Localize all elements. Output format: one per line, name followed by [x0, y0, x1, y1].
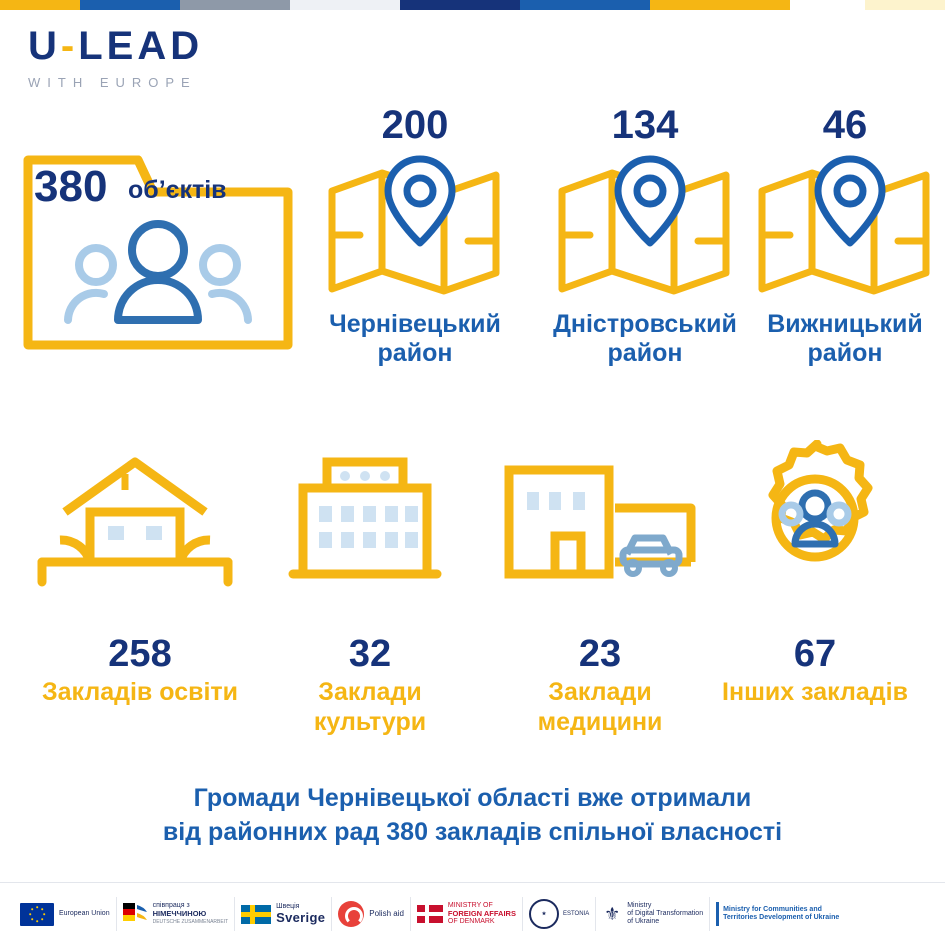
facility-label: Заклади медицини [537, 678, 663, 736]
donor-sub: Territories Development of Ukraine [723, 914, 840, 921]
district-stat-vyzhnytskyi [745, 105, 945, 368]
donor-label [627, 902, 703, 926]
caption-line-2: від районних рад 380 закладів спільної власності [162, 817, 783, 846]
donor-name: НІМЕЧЧИНОЮ [152, 908, 207, 918]
district-stat-dnistrovskyi [525, 105, 765, 368]
ulead-logo [28, 26, 288, 90]
facility-stat-medicine [500, 635, 700, 737]
logo-lead: LEAD [78, 24, 204, 68]
germany-ukraine-flag-icon [123, 903, 149, 925]
donor-label: European Union [59, 909, 110, 917]
facility-stat-education [40, 635, 240, 707]
donor-germany-giz [117, 892, 235, 936]
summary-label: об’єктів [128, 176, 227, 204]
donor-label: ESTONIA [562, 910, 590, 917]
donor-name: FOREIGN AFFAIRS [447, 908, 516, 918]
school-building-icon [30, 450, 240, 595]
donor-sub: DEUTSCHE ZUSAMMENARBEIT [152, 919, 229, 926]
facility-stat-other [715, 635, 915, 707]
eu-flag-icon [20, 903, 54, 926]
strip-segment-7 [650, 0, 790, 10]
donor-name: Sverige [276, 909, 326, 925]
district-name: Дністровський район [553, 310, 737, 367]
facility-label: Закладів освіти [41, 678, 239, 706]
facility-label: Інших закладів [722, 678, 908, 706]
strip-segment-2 [80, 0, 180, 10]
denmark-flag-icon [417, 905, 443, 923]
strip-segment-6 [520, 0, 650, 10]
ukraine-trident-icon: ⚜ [604, 903, 621, 924]
donor-estonia [523, 892, 595, 936]
donor-label [153, 902, 229, 927]
donor-title: MINISTRY OF [447, 901, 493, 909]
strip-segment-3 [180, 0, 290, 10]
facility-label: Заклади культури [313, 678, 427, 736]
hospital-building-icon [495, 450, 705, 595]
district-name: Чернівецький район [329, 310, 501, 367]
district-stat-chernivetskyi [295, 105, 535, 368]
caption-text [0, 782, 945, 850]
donor-polish-aid [332, 892, 410, 936]
facility-count: 32 [348, 633, 392, 675]
facility-icon-row [0, 440, 945, 600]
district-name: Вижницький район [767, 310, 923, 367]
donor-label: Polish aid [369, 909, 404, 919]
logo-u: U [28, 24, 61, 68]
district-count: 46 [822, 103, 868, 147]
polish-aid-icon [338, 901, 364, 927]
logo-wordmark [28, 26, 288, 66]
facility-count: 258 [108, 633, 172, 675]
donor-sub: OF DENMARK [447, 918, 495, 926]
strip-segment-8 [790, 0, 865, 10]
caption-line-1: Громади Чернівецької області вже отримали [193, 784, 752, 812]
donor-label [723, 906, 839, 923]
gear-people-icon [735, 440, 895, 600]
logo-dash: - [60, 24, 79, 68]
accent-bar [716, 902, 719, 926]
donor-sweden [235, 892, 331, 936]
logo-tagline: WITH EUROPE [28, 75, 197, 90]
summary-count: 380 [34, 162, 108, 211]
map-pin-icon [295, 151, 535, 306]
donor-european-union [14, 892, 116, 936]
top-color-strip [0, 0, 945, 10]
strip-segment-1 [0, 0, 80, 10]
donor-title: Ministry [627, 901, 652, 909]
facility-count: 23 [578, 633, 622, 675]
donor-denmark-mfa [411, 892, 522, 936]
sweden-flag-icon [241, 905, 271, 924]
donor-label [448, 902, 516, 927]
map-pin-icon [525, 151, 765, 306]
donor-name: of Digital Transformation [627, 909, 704, 917]
donor-name: Ministry for Communities and [723, 905, 822, 913]
district-count: 134 [611, 103, 679, 147]
summary-folder-block [18, 130, 293, 360]
donor-ministry-digital-transformation [596, 892, 709, 936]
donor-title: співпраця з [152, 901, 190, 909]
facility-count: 67 [793, 633, 837, 675]
donor-title: Швеція [276, 902, 300, 910]
estonia-emblem-icon: ★ [529, 899, 559, 929]
district-count: 200 [381, 103, 449, 147]
strip-segment-9 [865, 0, 945, 10]
donor-logo-bar [0, 882, 945, 945]
donor-label [276, 903, 325, 926]
map-pin-icon [745, 151, 945, 306]
culture-building-icon [285, 450, 445, 595]
strip-segment-5 [400, 0, 520, 10]
donor-sub: of Ukraine [627, 918, 660, 926]
facility-stat-culture [270, 635, 470, 737]
strip-segment-4 [290, 0, 400, 10]
donor-ministry-communities-territories [710, 892, 845, 936]
